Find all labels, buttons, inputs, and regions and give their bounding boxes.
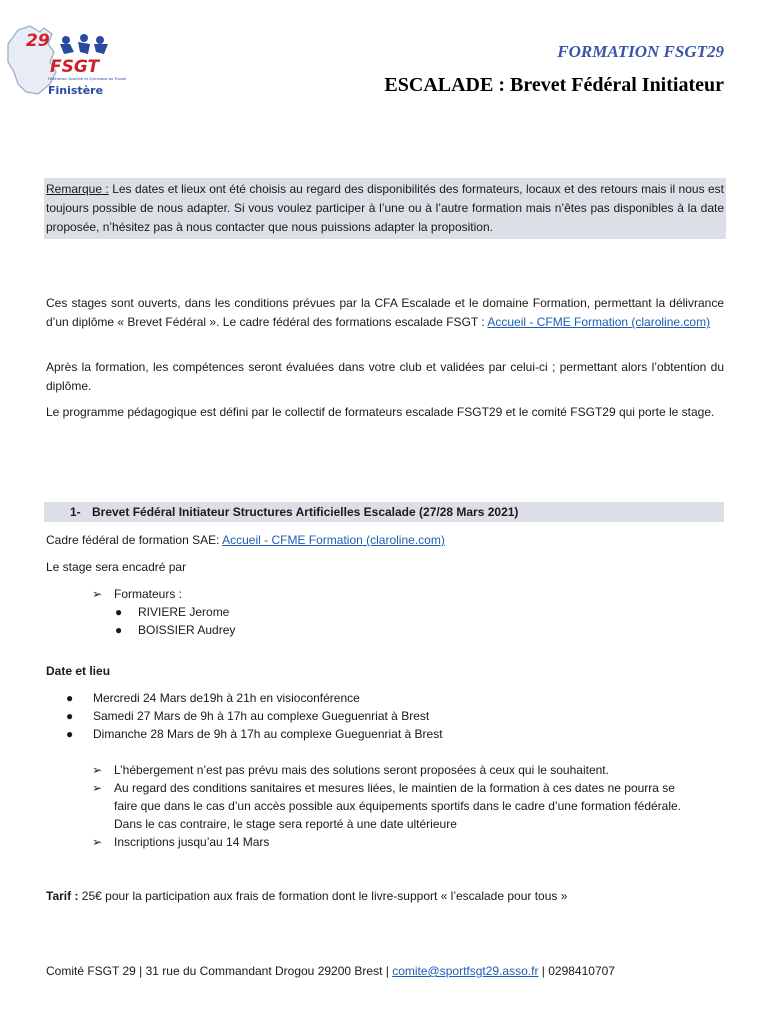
bullet-icon: ● (66, 709, 74, 723)
bullet-icon: ● (115, 605, 123, 619)
note-text: Inscriptions jusqu’au 14 Mars (114, 835, 270, 849)
document-title: ESCALADE : Brevet Fédéral Initiateur (384, 74, 724, 96)
arrow-bullet-icon: ➢ (92, 781, 103, 795)
cadre-cfme-link[interactable]: Accueil - CFME Formation (claroline.com) (222, 533, 445, 547)
fsgt29-logo (4, 22, 127, 104)
date-item (66, 689, 666, 707)
remark-label: Remarque : (46, 182, 109, 196)
bullet-icon: ● (66, 691, 74, 705)
date-item (66, 707, 666, 725)
svg-text:29: 29 (26, 31, 50, 51)
note-text: Au regard des conditions sanitaires et mesures liées, le maintien de la formation à ces dates ne pourra se (114, 781, 675, 795)
tarif-text: 25€ pour la participation aux frais de formation dont le livre-support « l’escalade pour tous » (78, 889, 568, 903)
section-title: Brevet Fédéral Initiateur Structures Artificielles Escalade (27/28 Mars 2021) (92, 505, 519, 519)
svg-text:Finistère: Finistère (48, 84, 104, 97)
cadre-label: Cadre fédéral de formation SAE: (46, 533, 223, 547)
note-item (92, 833, 732, 851)
svg-text:Fédération Sportive et Gymniqu: Fédération Sportive et Gymnique du Travail (48, 77, 127, 81)
footer-address: Comité FSGT 29 | 31 rue du Commandant Drogou 29200 Brest | (46, 964, 393, 978)
dates-list (66, 689, 666, 743)
footer-phone: | 0298410707 (538, 964, 615, 978)
formateur-name: BOISSIER Audrey (138, 623, 236, 637)
arrow-bullet-icon: ➢ (92, 763, 103, 777)
note-item (92, 779, 732, 797)
cfme-formation-link[interactable]: Accueil - CFME Formation (claroline.com) (487, 315, 711, 329)
intro-paragraph-2: Après la formation, les compétences seront évaluées dans votre club et validées par celui-ci ; permettant alors l’obtention du diplôme. (46, 360, 724, 393)
formateur-row (92, 603, 492, 621)
cadre-line (46, 531, 445, 549)
footer (46, 964, 615, 978)
formateur-name: RIVIERE Jerome (138, 605, 230, 619)
note-text: L’hébergement n’est pas prévu mais des solutions seront proposées à ceux qui le souhaitent. (114, 763, 609, 777)
intro-paragraph-1 (46, 294, 724, 332)
tarif-line (46, 887, 567, 905)
tarif-label: Tarif : (46, 889, 79, 903)
intro-paragraph-1-text: Ces stages sont ouverts, dans les conditions prévues par la CFA Escalade et le domaine Formation, permettant la délivrance d’un diplôme « Brevet Fédéral ». Le cadre fédéral des formations escalade FSGT : (46, 296, 724, 329)
formateurs-label: Formateurs : (114, 587, 183, 601)
bullet-icon: ● (115, 623, 123, 637)
encadre-line: Le stage sera encadré par (46, 560, 187, 574)
bullet-icon: ● (66, 727, 74, 741)
formateurs-item (92, 585, 492, 603)
arrow-bullet-icon: ➢ (92, 587, 103, 601)
formateur-row (92, 621, 492, 639)
note-continuation (92, 815, 732, 833)
intro-paragraph-3: Le programme pédagogique est défini par le collectif de formateurs escalade FSGT29 et le comité FSGT29 qui porte le stage. (46, 405, 715, 419)
footer-email-link[interactable]: comite@sportfsgt29.asso.fr (392, 964, 539, 978)
note-text: faire que dans le cas d’un accès possible aux équipements sportifs dans le cadre d’une formation fédérale. (114, 799, 682, 813)
date-item (66, 725, 666, 743)
note-item (92, 761, 732, 779)
remark-box (44, 178, 726, 239)
section-number: 1- (70, 505, 81, 519)
finistere-map-logo-graphic (4, 22, 127, 104)
date-text: Mercredi 24 Mars de19h à 21h en visioconférence (93, 691, 360, 705)
remark-text: Les dates et lieux ont été choisis au regard des disponibilités des formateurs, locaux et des retours mais il nous est toujours possible de nous adapter. Si vous voulez participer à l’une ou à l’autre formation mais n’êtes pas disponibles à la date proposée, n’hésitez pas à nous contacter que nous puissions adapter la proposition. (46, 182, 724, 234)
section-heading (44, 502, 724, 522)
note-continuation (92, 797, 732, 815)
notes-list (92, 761, 732, 851)
note-text: Dans le cas contraire, le stage sera reporté à une date ultérieure (114, 817, 457, 831)
arrow-bullet-icon: ➢ (92, 835, 103, 849)
date-lieu-heading: Date et lieu (46, 664, 111, 678)
formateurs-block (92, 585, 492, 639)
date-text: Samedi 27 Mars de 9h à 17h au complexe Gueguenriat à Brest (93, 709, 430, 723)
formation-title: FORMATION FSGT29 (557, 42, 724, 61)
logo-brand: FSGT (50, 57, 100, 77)
date-text: Dimanche 28 Mars de 9h à 17h au complexe Gueguenriat à Brest (93, 727, 443, 741)
